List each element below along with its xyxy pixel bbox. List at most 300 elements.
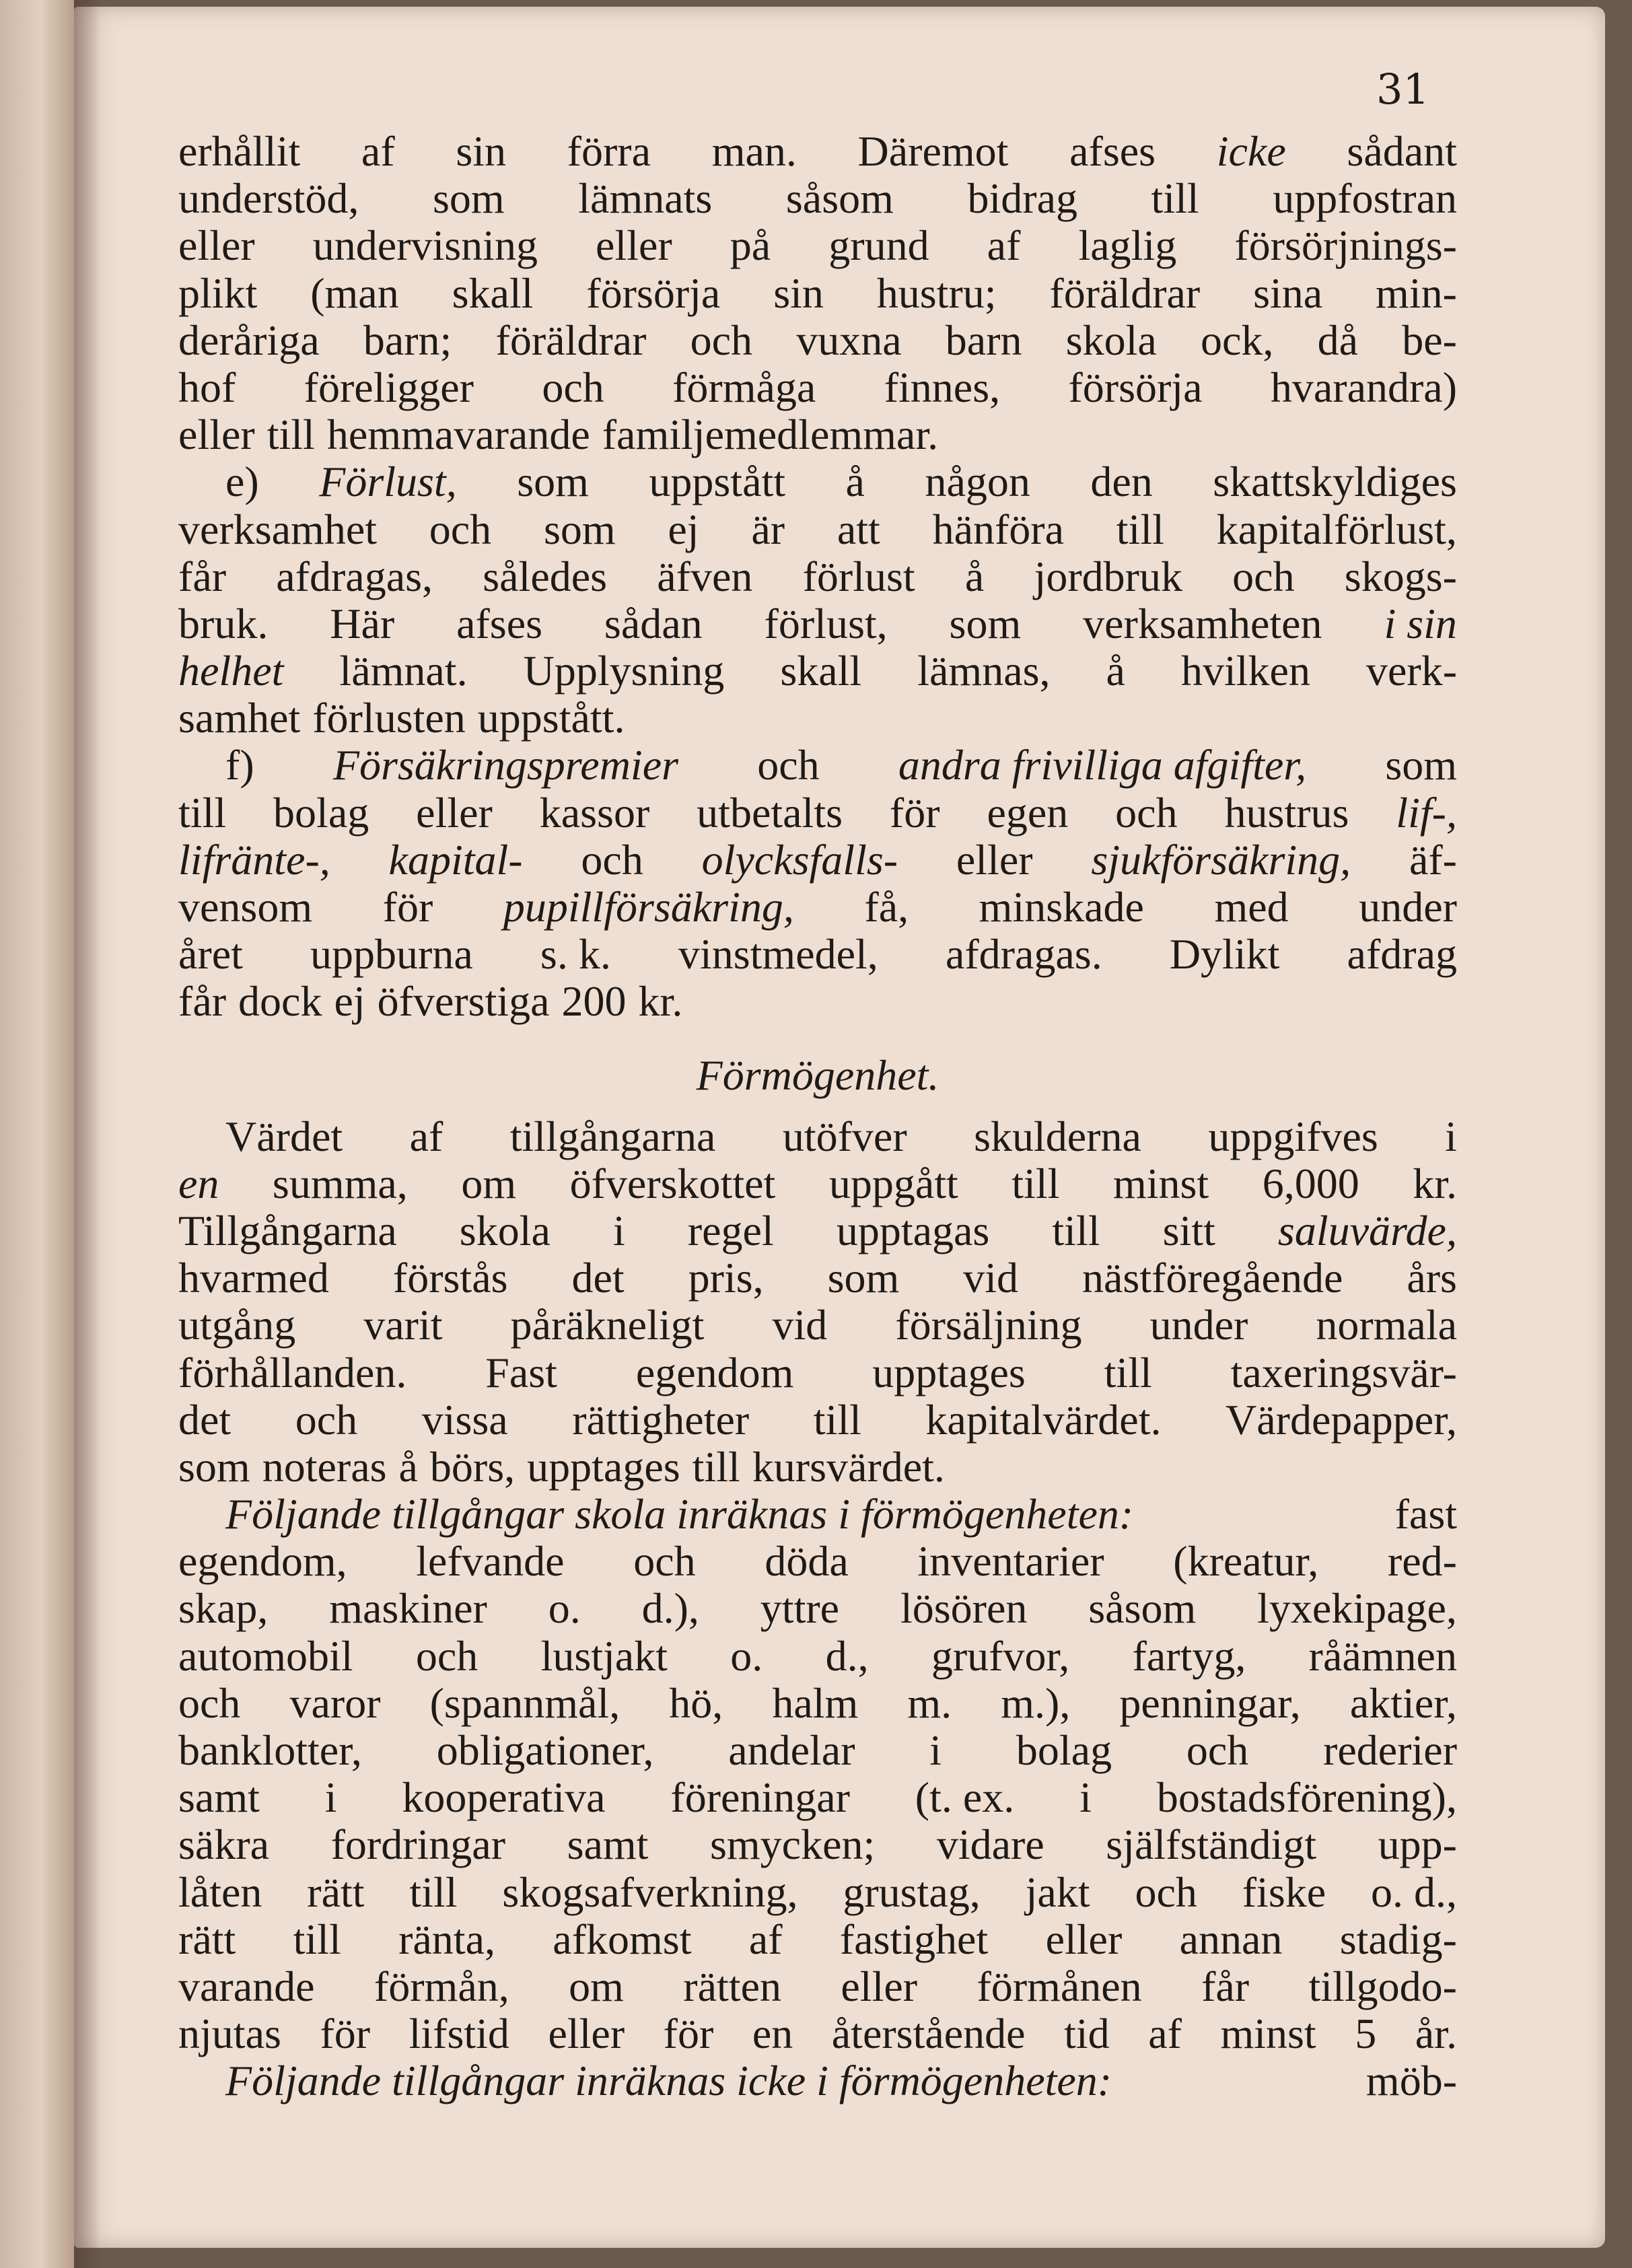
text-line bbox=[178, 128, 1457, 175]
word: å bbox=[398, 1442, 418, 1491]
word: fastighet bbox=[839, 1915, 989, 1963]
word: bruk. bbox=[178, 599, 269, 647]
word: afses bbox=[456, 599, 542, 647]
text-line bbox=[178, 364, 1457, 411]
word: rätt bbox=[307, 1868, 365, 1916]
word: som bbox=[949, 599, 1022, 647]
word: för bbox=[663, 2010, 714, 2058]
word: föreningar bbox=[670, 1773, 850, 1822]
word: Dylikt bbox=[1169, 930, 1280, 979]
word: under bbox=[1149, 1301, 1248, 1349]
word: föreligger bbox=[304, 363, 474, 411]
word: och bbox=[690, 316, 752, 364]
word: och bbox=[542, 363, 604, 411]
word: på bbox=[730, 221, 771, 270]
word: under bbox=[1359, 883, 1457, 931]
word: i sin bbox=[1384, 599, 1457, 647]
word: tillgodo- bbox=[1308, 1962, 1457, 2010]
word: års bbox=[1407, 1254, 1457, 1302]
word: barn; bbox=[363, 316, 452, 364]
word: för bbox=[320, 2010, 371, 2058]
word: rättigheter bbox=[572, 1395, 750, 1444]
word: om bbox=[569, 1962, 624, 2010]
word: låten bbox=[178, 1868, 262, 1916]
word: varor bbox=[289, 1678, 381, 1727]
word: och bbox=[295, 1395, 358, 1444]
word: nästföregående bbox=[1082, 1254, 1343, 1302]
text-line bbox=[178, 1444, 1457, 1491]
word: och bbox=[1232, 552, 1295, 600]
word: utbetalts bbox=[697, 788, 843, 837]
word: råämnen bbox=[1308, 1631, 1457, 1680]
word: lyxekipage, bbox=[1257, 1584, 1457, 1633]
word: vuxna bbox=[796, 316, 902, 364]
word: till bbox=[1116, 505, 1164, 553]
text-line bbox=[178, 553, 1457, 600]
word: ock, bbox=[1201, 316, 1274, 364]
word: till bbox=[178, 788, 227, 837]
word: få, bbox=[864, 883, 909, 931]
word: andelar bbox=[728, 1726, 855, 1774]
word: (man bbox=[310, 269, 399, 317]
word: njutas bbox=[178, 2010, 281, 2058]
word: (spannmål, bbox=[429, 1678, 620, 1727]
word: hvilken bbox=[1180, 647, 1310, 695]
word: red- bbox=[1387, 1537, 1457, 1586]
word: hö, bbox=[669, 1678, 723, 1727]
word: någon bbox=[925, 458, 1030, 506]
word: lämnas, bbox=[917, 647, 1051, 695]
word: m. bbox=[907, 1678, 952, 1727]
word: å bbox=[964, 552, 985, 600]
word: verksamheten bbox=[1083, 599, 1322, 647]
word: automobil bbox=[178, 1631, 353, 1680]
word: eller bbox=[548, 2010, 625, 2058]
word: icke bbox=[1216, 127, 1286, 175]
text-line bbox=[178, 2057, 1457, 2104]
word: minst bbox=[1220, 2010, 1316, 2058]
word: Fast bbox=[485, 1348, 557, 1396]
word: grustag, bbox=[843, 1868, 981, 1916]
word: å bbox=[1106, 647, 1125, 695]
text-line bbox=[178, 742, 1457, 789]
word: öfverskottet bbox=[569, 1159, 776, 1207]
word: som bbox=[543, 505, 616, 553]
word: öfverstiga bbox=[377, 977, 550, 1026]
word: vinstmedel, bbox=[678, 930, 878, 979]
text-line bbox=[178, 1727, 1457, 1774]
text-line bbox=[178, 978, 1457, 1025]
word: föräldrar bbox=[495, 316, 647, 364]
text-line bbox=[178, 1396, 1457, 1444]
word: maskiner bbox=[329, 1584, 487, 1633]
word: helhet bbox=[178, 647, 284, 695]
word: o. bbox=[730, 1631, 763, 1680]
word: lifränte-, bbox=[178, 835, 330, 884]
word: Däremot bbox=[857, 127, 1009, 175]
text-line bbox=[178, 789, 1457, 837]
word: afses bbox=[1069, 127, 1156, 175]
word: s. k. bbox=[540, 930, 611, 979]
word: afkomst bbox=[553, 1915, 692, 1963]
word: e) bbox=[225, 458, 259, 506]
word: en bbox=[178, 1159, 219, 1207]
word: fiske bbox=[1242, 1868, 1326, 1916]
word: sådan bbox=[604, 599, 703, 647]
text-line bbox=[178, 931, 1457, 978]
word: af bbox=[748, 1915, 783, 1963]
word: d., bbox=[825, 1631, 869, 1680]
word: möb- bbox=[1365, 2057, 1457, 2105]
word: jakt bbox=[1025, 1868, 1090, 1916]
text-line bbox=[178, 1821, 1457, 1868]
word: och bbox=[757, 741, 820, 789]
word: annan bbox=[1179, 1915, 1283, 1963]
word: regel bbox=[687, 1206, 774, 1254]
word: upp- bbox=[1378, 1820, 1457, 1869]
word: uppgått bbox=[828, 1159, 958, 1207]
text-line bbox=[178, 837, 1457, 884]
word: sin bbox=[773, 269, 824, 317]
word: jordbruk bbox=[1034, 552, 1182, 600]
word: lif-, bbox=[1396, 788, 1457, 837]
word: sjukförsäkring, bbox=[1091, 835, 1351, 884]
word: hustrus bbox=[1224, 788, 1349, 837]
word: och bbox=[178, 1678, 241, 1727]
word: till bbox=[409, 1868, 458, 1916]
word: Förlust, bbox=[319, 458, 457, 506]
word: Följande tillgångar skola inräknas i förmögenheten: bbox=[225, 1490, 1134, 1538]
word: året bbox=[178, 930, 243, 979]
word: uppstått. bbox=[477, 694, 625, 742]
text-line bbox=[178, 270, 1457, 317]
word: hustru; bbox=[876, 269, 997, 317]
word: kapitalförlust, bbox=[1216, 505, 1457, 553]
word: till bbox=[813, 1395, 861, 1444]
text-line bbox=[178, 1774, 1457, 1821]
word: sådant bbox=[1347, 127, 1457, 175]
word: min- bbox=[1376, 269, 1457, 317]
word: halm bbox=[772, 1678, 859, 1727]
word: sina bbox=[1253, 269, 1323, 317]
word: minst bbox=[1112, 1159, 1209, 1207]
text-line bbox=[178, 1254, 1457, 1302]
text-line bbox=[178, 222, 1457, 269]
word: eller bbox=[416, 788, 493, 837]
word: tillgångarna bbox=[509, 1112, 716, 1160]
word: finnes, bbox=[884, 363, 1001, 411]
word: kapitalvärdet. bbox=[925, 1395, 1162, 1444]
word: 5 bbox=[1355, 2010, 1377, 2058]
word: vid bbox=[963, 1254, 1019, 1302]
word: fast bbox=[1394, 1490, 1457, 1538]
word: vissa bbox=[421, 1395, 508, 1444]
spine-shadow bbox=[74, 0, 101, 2268]
word: skap, bbox=[178, 1584, 269, 1633]
left-page-edge bbox=[0, 0, 74, 2268]
text-line bbox=[178, 1302, 1457, 1349]
word: familjemedlemmar. bbox=[602, 411, 939, 459]
word: inventarier bbox=[917, 1537, 1104, 1586]
word: till bbox=[692, 1442, 740, 1491]
word: skogs- bbox=[1344, 552, 1457, 600]
word: tid bbox=[1064, 2010, 1110, 2058]
word: deråriga bbox=[178, 316, 320, 364]
word: aktier, bbox=[1349, 1678, 1457, 1727]
word: förmåga bbox=[672, 363, 816, 411]
word: förlusten bbox=[312, 694, 466, 742]
word: förstås bbox=[392, 1254, 508, 1302]
word: egen bbox=[987, 788, 1069, 837]
word: börs, bbox=[429, 1442, 516, 1491]
word: f) bbox=[225, 741, 254, 789]
word: varit bbox=[363, 1301, 443, 1349]
word: be- bbox=[1402, 316, 1457, 364]
word: erhållit bbox=[178, 127, 301, 175]
word: bolag bbox=[1016, 1726, 1112, 1774]
word: smycken; bbox=[709, 1820, 876, 1869]
word: lämnats bbox=[578, 174, 713, 223]
word: och bbox=[415, 1631, 478, 1680]
word: och bbox=[1186, 1726, 1249, 1774]
word: till bbox=[293, 1915, 341, 1963]
word: således bbox=[483, 552, 608, 600]
word: undervisning bbox=[312, 221, 538, 270]
word: lustjakt bbox=[540, 1631, 668, 1680]
word: som bbox=[517, 458, 589, 506]
word: förmånen bbox=[977, 1962, 1142, 2010]
word: af bbox=[361, 127, 395, 175]
word: af bbox=[409, 1112, 444, 1160]
word: hof bbox=[178, 363, 236, 411]
word: förlust bbox=[802, 552, 915, 600]
word: fartyg, bbox=[1132, 1631, 1246, 1680]
word: barn bbox=[945, 316, 1022, 364]
word: i bbox=[324, 1773, 337, 1822]
word: (t. ex. bbox=[915, 1773, 1015, 1822]
word: 200 bbox=[561, 977, 627, 1026]
word: försörjnings- bbox=[1234, 221, 1457, 270]
word: Värdepapper, bbox=[1226, 1395, 1457, 1444]
word: kr. bbox=[638, 977, 683, 1026]
word: ej bbox=[668, 505, 699, 553]
word: som bbox=[1385, 741, 1457, 789]
page-text bbox=[178, 128, 1457, 2105]
word: m.), bbox=[1001, 1678, 1071, 1727]
text-line bbox=[178, 1680, 1457, 1727]
word: för bbox=[382, 883, 433, 931]
text-line bbox=[178, 884, 1457, 931]
word: eller bbox=[956, 835, 1033, 884]
word: äf- bbox=[1409, 835, 1457, 884]
word: till bbox=[1012, 1159, 1060, 1207]
word: Följande tillgångar inräknas icke i förmögenheten: bbox=[225, 2057, 1112, 2105]
word: som bbox=[432, 174, 505, 223]
word: och bbox=[429, 505, 492, 553]
word: noteras bbox=[262, 1442, 387, 1491]
word: yttre bbox=[760, 1584, 840, 1633]
text-line bbox=[178, 647, 1457, 695]
text-line bbox=[178, 1585, 1457, 1632]
text-line bbox=[178, 600, 1457, 647]
word: dock bbox=[238, 977, 322, 1026]
word: utöfver bbox=[782, 1112, 907, 1160]
word: kr. bbox=[1413, 1159, 1457, 1207]
text-line bbox=[178, 1963, 1457, 2010]
word: eller bbox=[178, 221, 255, 270]
word: upptages bbox=[527, 1442, 680, 1491]
word: bostadsförening), bbox=[1156, 1773, 1457, 1822]
word: skattskyldiges bbox=[1213, 458, 1457, 506]
word: och bbox=[581, 835, 643, 884]
word: lämnat. bbox=[339, 647, 468, 695]
word: å bbox=[845, 458, 865, 506]
word: pris, bbox=[688, 1254, 764, 1302]
word: eller bbox=[178, 411, 255, 459]
word: kapital- bbox=[388, 835, 523, 884]
word: grufvor, bbox=[931, 1631, 1070, 1680]
word: då bbox=[1317, 316, 1359, 364]
word: återstående bbox=[831, 2010, 1026, 2058]
text-line bbox=[178, 1916, 1457, 1963]
word: bolag bbox=[273, 788, 369, 837]
text-line bbox=[178, 317, 1457, 364]
text-line bbox=[178, 2010, 1457, 2057]
text-line bbox=[178, 1113, 1457, 1160]
word: verksamhet bbox=[178, 505, 377, 553]
word: ej bbox=[334, 977, 365, 1026]
word: skogsafverkning, bbox=[502, 1868, 798, 1916]
word: själfständigt bbox=[1106, 1820, 1317, 1869]
word: afdragas, bbox=[276, 552, 433, 600]
word: skall bbox=[452, 269, 534, 317]
word: uppstått bbox=[649, 458, 786, 506]
word: i bbox=[612, 1206, 625, 1254]
word: 6,000 bbox=[1262, 1159, 1359, 1207]
text-line bbox=[178, 1160, 1457, 1207]
word: påräkneligt bbox=[510, 1301, 705, 1349]
word: lifstid bbox=[409, 2010, 509, 2058]
text-line bbox=[178, 458, 1457, 505]
word: till bbox=[1151, 174, 1199, 223]
word: ränta, bbox=[398, 1915, 495, 1963]
word: som bbox=[827, 1254, 900, 1302]
word: samt bbox=[567, 1820, 649, 1869]
word: i bbox=[1079, 1773, 1092, 1822]
word: (kreatur, bbox=[1173, 1537, 1319, 1586]
word: rätt bbox=[178, 1915, 236, 1963]
word: summa, bbox=[272, 1159, 408, 1207]
text-line bbox=[178, 175, 1457, 222]
word: plikt bbox=[178, 269, 258, 317]
word: att bbox=[837, 505, 880, 553]
word: hänföra bbox=[932, 505, 1064, 553]
word: sitt bbox=[1162, 1206, 1215, 1254]
word: det bbox=[178, 1395, 232, 1444]
word: i bbox=[1445, 1112, 1457, 1160]
word: är bbox=[751, 505, 785, 553]
word: skola bbox=[1065, 316, 1157, 364]
word: försörja bbox=[586, 269, 721, 317]
word: såsom bbox=[785, 174, 894, 223]
word: föräldrar bbox=[1049, 269, 1201, 317]
word: afdrag bbox=[1347, 930, 1457, 979]
word: samhet bbox=[178, 694, 301, 742]
word: fordringar bbox=[330, 1820, 506, 1869]
word: utgång bbox=[178, 1301, 296, 1349]
word: eller bbox=[596, 221, 672, 270]
word: vid bbox=[772, 1301, 828, 1349]
word: får bbox=[178, 977, 227, 1026]
page-number: 31 bbox=[1376, 65, 1429, 114]
word: skola bbox=[459, 1206, 551, 1254]
word: uppfostran bbox=[1273, 174, 1457, 223]
word: uppburna bbox=[310, 930, 473, 979]
word: understöd, bbox=[178, 174, 359, 223]
word: saluvärde, bbox=[1277, 1206, 1457, 1254]
text-line bbox=[178, 1207, 1457, 1254]
word: Värdet bbox=[225, 1112, 343, 1160]
word: samt bbox=[178, 1773, 260, 1822]
word: säkra bbox=[178, 1820, 270, 1869]
word: för bbox=[889, 788, 940, 837]
word: i bbox=[929, 1726, 942, 1774]
word: rätten bbox=[683, 1962, 781, 2010]
word: Tillgångarna bbox=[178, 1206, 397, 1254]
word: till bbox=[1052, 1206, 1100, 1254]
word: vidare bbox=[936, 1820, 1044, 1869]
word: minskade bbox=[979, 883, 1144, 931]
word: en bbox=[752, 2010, 793, 2058]
word: verk- bbox=[1365, 647, 1457, 695]
word: varande bbox=[178, 1962, 315, 2010]
text-line bbox=[178, 1538, 1457, 1585]
word: skulderna bbox=[974, 1112, 1141, 1160]
word: egendom bbox=[635, 1348, 794, 1396]
word: hvarmed bbox=[178, 1254, 329, 1302]
text-line bbox=[178, 1633, 1457, 1680]
word: grund bbox=[828, 221, 929, 270]
word: uppgifves bbox=[1208, 1112, 1378, 1160]
word: o. bbox=[548, 1584, 581, 1633]
word: och bbox=[1115, 788, 1178, 837]
word: får bbox=[1201, 1962, 1250, 2010]
word: kursvärdet. bbox=[752, 1442, 945, 1491]
word: förra bbox=[567, 127, 651, 175]
word: som bbox=[178, 1442, 250, 1491]
word: äfven bbox=[657, 552, 753, 600]
word: lefvande bbox=[416, 1537, 565, 1586]
text-line bbox=[178, 695, 1457, 742]
text-line bbox=[178, 1349, 1457, 1396]
word: såsom bbox=[1088, 1584, 1197, 1633]
word: skall bbox=[780, 647, 862, 695]
word: upptages bbox=[872, 1348, 1026, 1396]
word: af bbox=[987, 221, 1021, 270]
word: af bbox=[1148, 2010, 1182, 2058]
word: förlust, bbox=[764, 599, 888, 647]
word: o. d., bbox=[1371, 1868, 1457, 1916]
word: Upplysning bbox=[523, 647, 725, 695]
word: lösören bbox=[900, 1584, 1028, 1633]
word: förhållanden. bbox=[178, 1348, 407, 1396]
word: Försäkringspremier bbox=[332, 741, 678, 789]
word: laglig bbox=[1078, 221, 1177, 270]
text-line bbox=[178, 1491, 1457, 1538]
word: Här bbox=[330, 599, 395, 647]
word: år. bbox=[1415, 2010, 1457, 2058]
text-line bbox=[178, 1869, 1457, 1916]
